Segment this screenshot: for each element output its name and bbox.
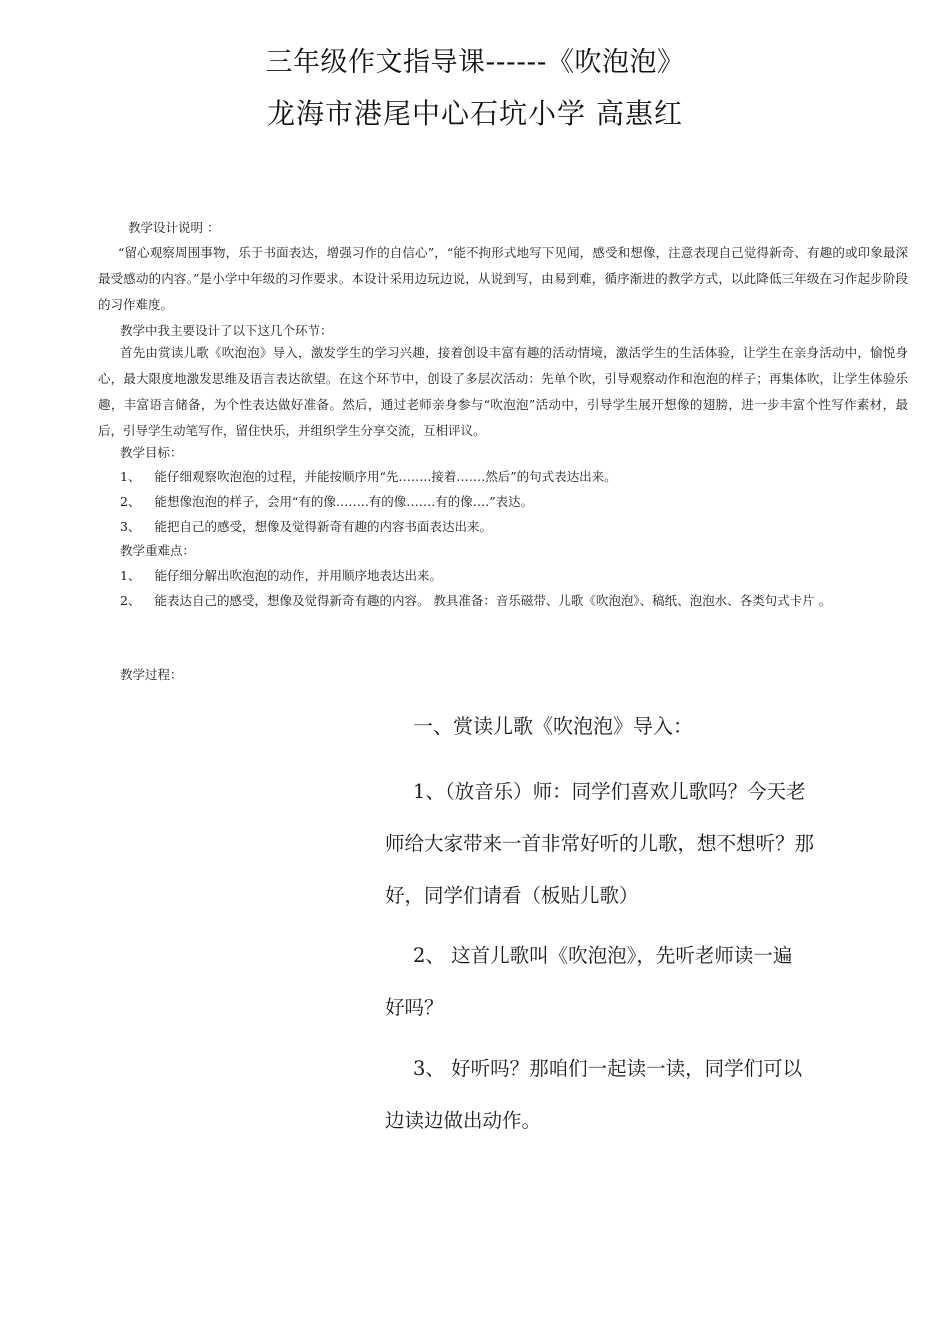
step-number: 3、 xyxy=(413,1057,445,1080)
links-intro: 教学中我主要设计了以下这几个环节： xyxy=(120,323,333,338)
process-step xyxy=(385,766,855,922)
step-line: 好，同学们请看（板贴儿歌） xyxy=(385,884,639,907)
key-points-label: 教学重难点： xyxy=(120,543,196,558)
goal-item xyxy=(120,514,492,540)
design-note-label: 教学设计说明 ： xyxy=(128,220,220,235)
goal-number: 2、 xyxy=(120,494,141,509)
key-point-item xyxy=(98,588,908,614)
goals-label: 教学目标： xyxy=(120,445,183,460)
step-number: 2、 xyxy=(413,944,445,967)
key-point-number: 1、 xyxy=(120,568,141,583)
key-point-item xyxy=(120,563,442,589)
document-title: 三年级作文指导课------《吹泡泡》 xyxy=(265,47,685,78)
goal-text: 能仔细观察吹泡泡的过程，并能按顺序用“先……..接着…….然后”的句式表达出来。 xyxy=(154,469,617,484)
key-point-number: 2、 xyxy=(120,593,141,608)
design-note-paragraph: “留心观察周围事物，乐于书面表达，增强习作的自信心”，“能不拘形式地写下见闻，感受和想像，注意表现自己觉得新奇、有趣的或印象最深最受感动的内容。”是小学中年级的习作要求。本设计采用边玩边说，从说到写，由易到难，循序渐进的教学方式，以此降低三年级在习作起步阶段的习作难度。 xyxy=(98,245,908,312)
step-line: 好听吗？那咱们一起读一读，同学们可以 xyxy=(444,1057,803,1080)
step-line: 师给大家带来一首非常好听的儿歌，想不想听？那 xyxy=(385,832,815,855)
key-point-text: 能表达自己的感受，想像及觉得新奇有趣的内容。 教具准备：音乐磁带、儿歌《吹泡泡》、稿纸、泡泡水、各类句式卡片 。 xyxy=(154,593,832,608)
goal-text: 能把自己的感受，想像及觉得新奇有趣的内容书面表达出来。 xyxy=(154,519,492,534)
goal-text: 能想像泡泡的样子，会用“有的像……..有的像…….有的像….”表达。 xyxy=(154,494,534,509)
step-line: （放音乐）师：同学们喜欢儿歌吗？今天老 xyxy=(444,780,806,803)
links-paragraph: 首先由赏读儿歌《吹泡泡》导入，激发学生的学习兴趣，接着创设丰富有趣的活动情境，激活学生的生活体验，让学生在亲身活动中，愉悦身心，最大限度地激发思维及语言表达欲望。在这个环节中，创设了多层次活动：先单个吹，引导观察动作和泡泡的样子；再集体吹，让学生体验乐趣，丰富语言储备，为个性表达做好准备。然后，通过老师亲身参与“吹泡泡”活动中，引导学生展开想像的翅膀，进一步丰富个性写作素材，最后，引导学生动笔写作，留住快乐，并组织学生分享交流，互相评议。 xyxy=(98,345,908,438)
section-heading: 一、赏读儿歌《吹泡泡》导入： xyxy=(413,714,693,738)
goal-item xyxy=(120,489,533,515)
step-line: 好吗？ xyxy=(385,996,444,1019)
goal-number: 1、 xyxy=(120,469,141,484)
process-step xyxy=(385,930,855,1034)
step-line: 这首儿歌叫《吹泡泡》，先听老师读一遍 xyxy=(444,944,793,967)
key-point-text: 能仔细分解出吹泡泡的动作，并用顺序地表达出来。 xyxy=(154,568,442,583)
step-number: 1、 xyxy=(413,780,445,803)
goal-number: 3、 xyxy=(120,519,141,534)
process-label: 教学过程： xyxy=(120,667,183,682)
step-line: 边读边做出动作。 xyxy=(385,1109,542,1132)
author-line: 龙海市港尾中心石坑小学 高惠红 xyxy=(267,97,683,130)
process-step xyxy=(385,1043,855,1147)
goal-item xyxy=(120,464,617,490)
